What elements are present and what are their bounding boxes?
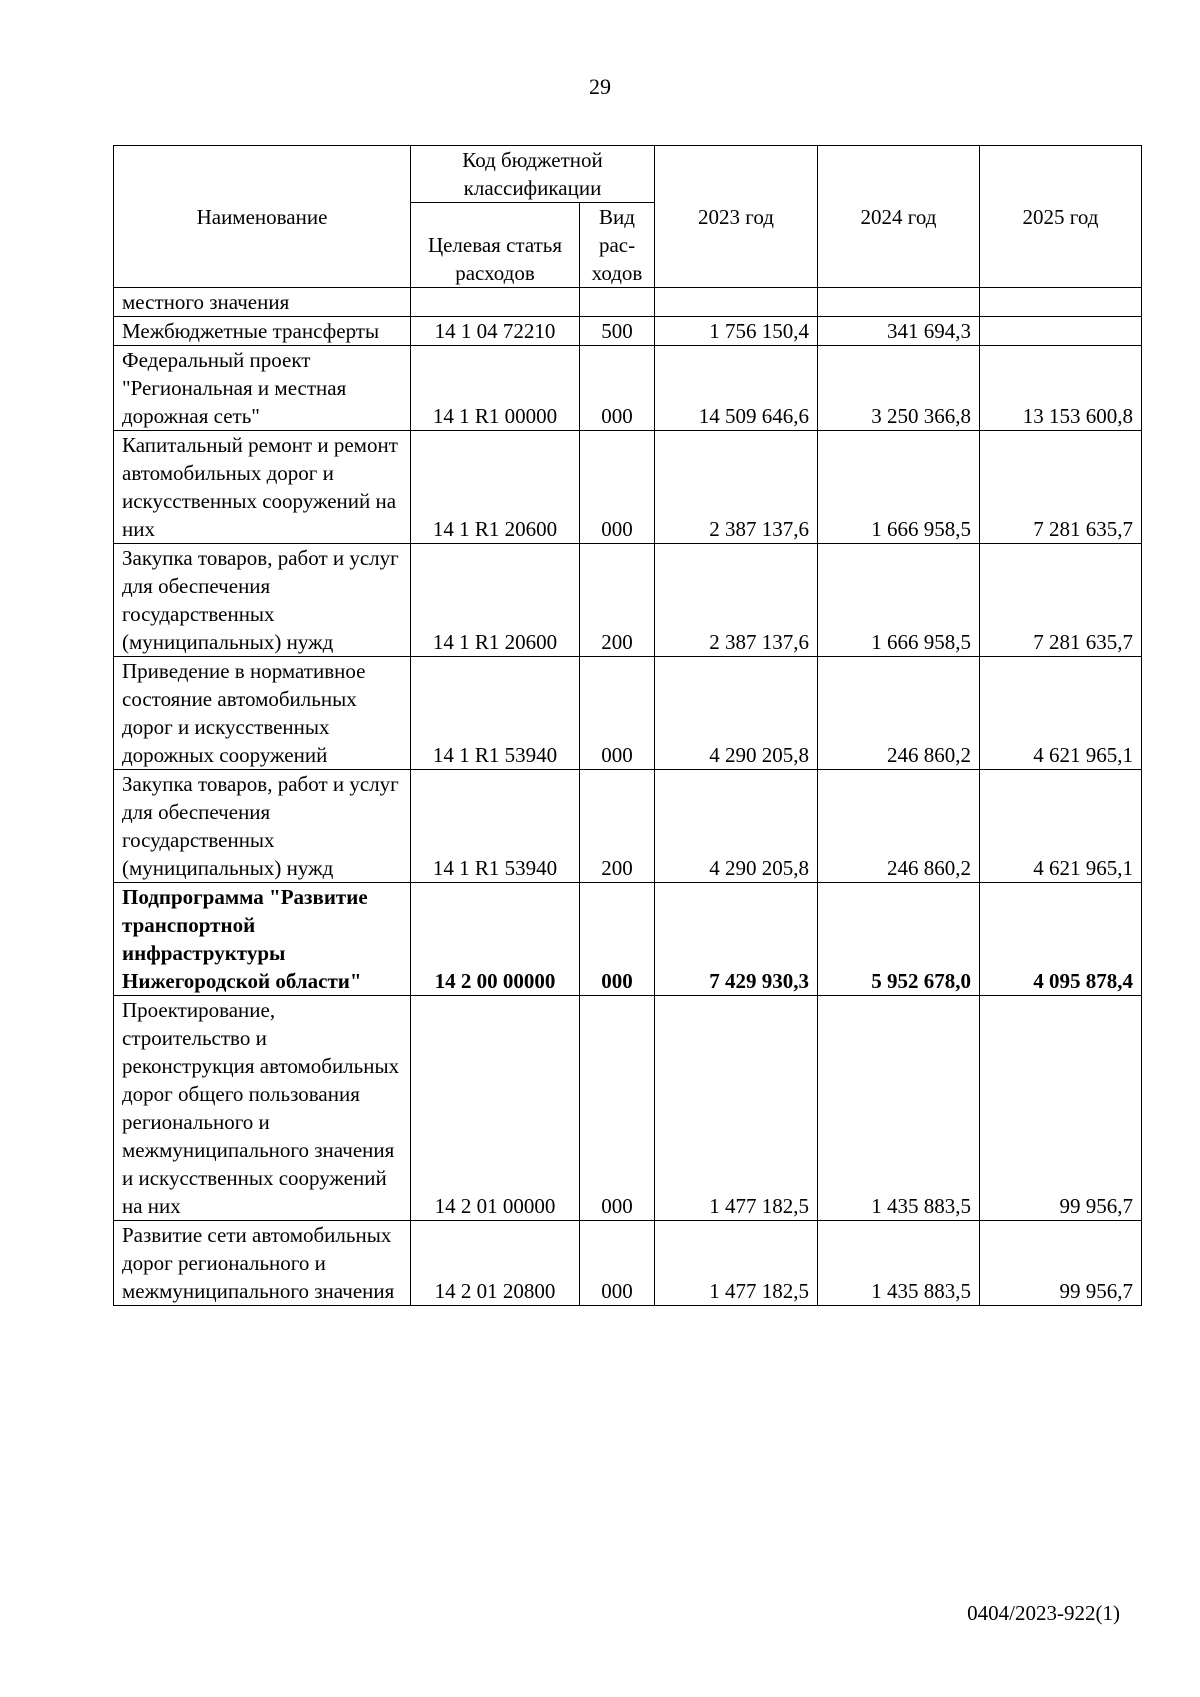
document-code: 0404/2023-922(1)	[967, 1601, 1120, 1625]
row-value-2025	[980, 317, 1142, 346]
row-value-2024: 1 435 883,5	[818, 1221, 980, 1306]
row-value-2024	[818, 288, 980, 317]
row-expense-type: 000	[580, 657, 655, 770]
table-row	[114, 317, 1142, 346]
row-value-2024: 1 666 958,5	[818, 544, 980, 657]
row-expense-type: 200	[580, 770, 655, 883]
row-target-article	[411, 288, 580, 317]
row-name: Капитальный ремонт и ремонт автомобильных дорог и искусственных сооружений на них	[114, 431, 411, 544]
row-expense-type: 000	[580, 996, 655, 1221]
row-target-article: 14 1 R1 53940	[411, 770, 580, 883]
table-row	[114, 770, 1142, 883]
row-value-2023: 4 290 205,8	[655, 657, 818, 770]
row-target-article: 14 1 R1 20600	[411, 544, 580, 657]
header-target-article: Целевая статья расходов	[411, 203, 580, 288]
row-target-article: 14 1 R1 00000	[411, 346, 580, 431]
table-row	[114, 544, 1142, 657]
row-expense-type: 000	[580, 431, 655, 544]
table-row	[114, 996, 1142, 1221]
table-row	[114, 1221, 1142, 1306]
row-value-2023: 1 477 182,5	[655, 1221, 818, 1306]
row-target-article: 14 1 04 72210	[411, 317, 580, 346]
row-value-2024: 341 694,3	[818, 317, 980, 346]
row-name: Межбюджетные трансферты	[114, 317, 411, 346]
row-value-2023: 2 387 137,6	[655, 544, 818, 657]
row-name: Закупка товаров, работ и услуг для обеспечения государственных (муниципальных) нужд	[114, 544, 411, 657]
header-year-2024: 2024 год	[818, 146, 980, 288]
row-name: местного значения	[114, 288, 411, 317]
row-value-2025: 7 281 635,7	[980, 544, 1142, 657]
row-value-2023: 1 477 182,5	[655, 996, 818, 1221]
row-expense-type: 000	[580, 883, 655, 996]
row-value-2023: 14 509 646,6	[655, 346, 818, 431]
table-row	[114, 346, 1142, 431]
row-value-2024: 246 860,2	[818, 657, 980, 770]
row-value-2025: 4 095 878,4	[980, 883, 1142, 996]
row-value-2025: 99 956,7	[980, 1221, 1142, 1306]
row-name: Федеральный проект "Региональная и местная дорожная сеть"	[114, 346, 411, 431]
row-value-2023	[655, 288, 818, 317]
row-value-2024: 3 250 366,8	[818, 346, 980, 431]
table-row	[114, 657, 1142, 770]
row-name: Приведение в нормативное состояние автомобильных дорог и искусственных дорожных сооружений	[114, 657, 411, 770]
row-target-article: 14 1 R1 20600	[411, 431, 580, 544]
row-value-2024: 1 435 883,5	[818, 996, 980, 1221]
header-year-2025: 2025 год	[980, 146, 1142, 288]
row-value-2023: 2 387 137,6	[655, 431, 818, 544]
row-value-2023: 7 429 930,3	[655, 883, 818, 996]
table-row	[114, 883, 1142, 996]
row-expense-type: 000	[580, 346, 655, 431]
row-name: Подпрограмма "Развитие транспортной инфраструктуры Нижегородской области"	[114, 883, 411, 996]
row-name: Развитие сети автомобильных дорог регионального и межмуниципального значения	[114, 1221, 411, 1306]
row-value-2024: 1 666 958,5	[818, 431, 980, 544]
row-expense-type: 200	[580, 544, 655, 657]
row-value-2024: 5 952 678,0	[818, 883, 980, 996]
header-year-2023: 2023 год	[655, 146, 818, 288]
row-value-2025: 99 956,7	[980, 996, 1142, 1221]
row-value-2025: 13 153 600,8	[980, 346, 1142, 431]
row-name: Закупка товаров, работ и услуг для обеспечения государственных (муниципальных) нужд	[114, 770, 411, 883]
page-number: 29	[589, 74, 611, 99]
row-target-article: 14 2 01 00000	[411, 996, 580, 1221]
row-value-2025	[980, 288, 1142, 317]
row-target-article: 14 2 01 20800	[411, 1221, 580, 1306]
row-value-2025: 4 621 965,1	[980, 770, 1142, 883]
row-value-2023: 4 290 205,8	[655, 770, 818, 883]
table-row	[114, 288, 1142, 317]
header-name: Наименование	[114, 146, 411, 288]
budget-table	[113, 145, 1142, 1306]
table-row	[114, 431, 1142, 544]
row-expense-type	[580, 288, 655, 317]
row-expense-type: 000	[580, 1221, 655, 1306]
row-value-2024: 246 860,2	[818, 770, 980, 883]
row-value-2023: 1 756 150,4	[655, 317, 818, 346]
row-target-article: 14 2 00 00000	[411, 883, 580, 996]
row-value-2025: 4 621 965,1	[980, 657, 1142, 770]
row-expense-type: 500	[580, 317, 655, 346]
row-value-2025: 7 281 635,7	[980, 431, 1142, 544]
header-budget-code: Код бюджетной классификации	[411, 146, 655, 203]
table-body	[114, 288, 1142, 1306]
header-expense-type: Вид рас- ходов	[580, 203, 655, 288]
row-name: Проектирование, строительство и реконструкция автомобильных дорог общего пользования регионального и межмуниципального значения и искусственных сооружений на них	[114, 996, 411, 1221]
row-target-article: 14 1 R1 53940	[411, 657, 580, 770]
